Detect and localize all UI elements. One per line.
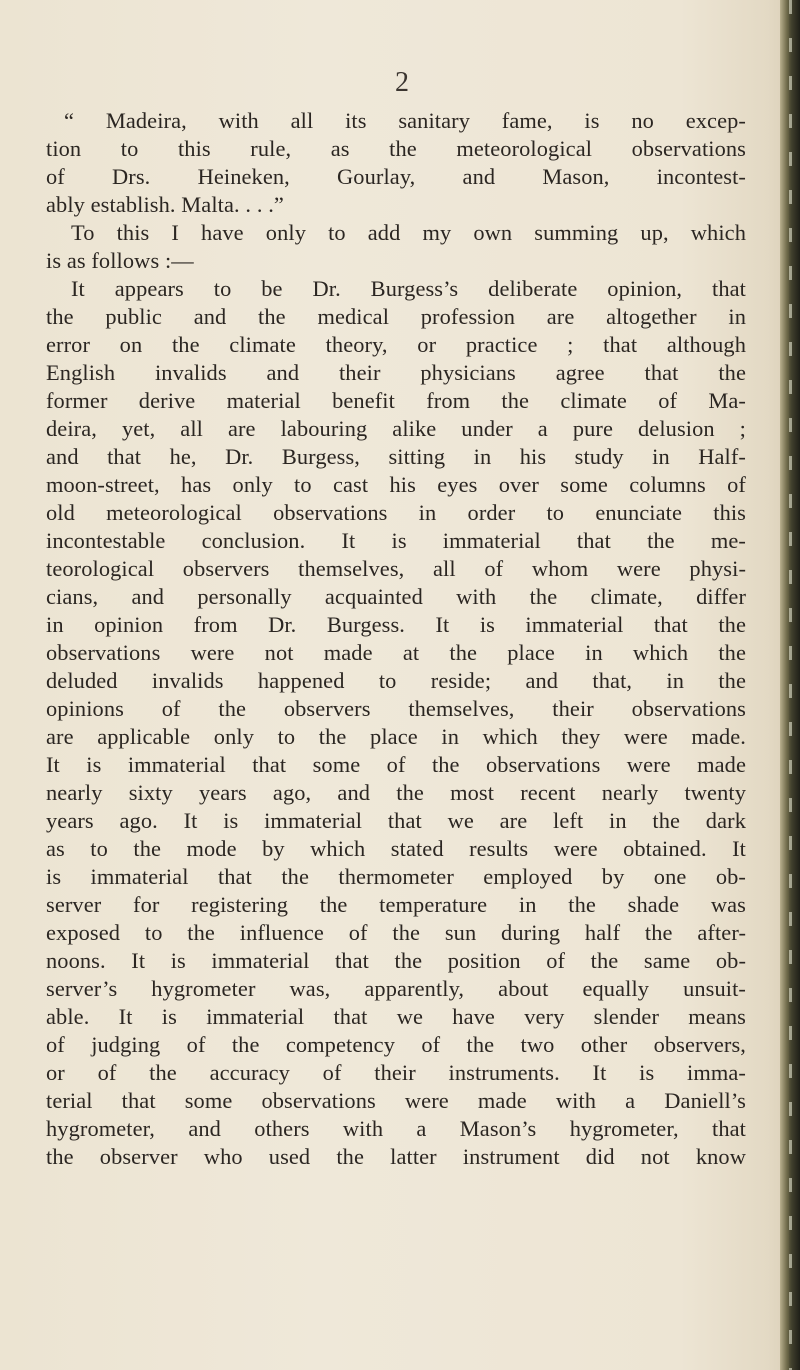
text-line: To this I have only to add my own summing up, which xyxy=(71,220,746,245)
text-line: teorological observers themselves, all of whom were physi- xyxy=(46,556,746,581)
text-line: as to the mode by which stated results were obtained. It xyxy=(46,836,746,861)
text-line: hygrometer, and others with a Mason’s hygrometer, that xyxy=(46,1116,746,1141)
text-line: exposed to the influence of the sun during half the after- xyxy=(46,920,746,945)
text-line: former derive material benefit from the climate of Ma- xyxy=(46,388,746,413)
body-text xyxy=(46,107,746,1171)
text-line: the observer who used the latter instrument did not know xyxy=(46,1144,746,1169)
text-line: incontestable conclusion. It is immaterial that the me- xyxy=(46,528,746,553)
text-line: ably establish. Malta. . . .” xyxy=(46,192,284,217)
text-line: opinions of the observers themselves, their observations xyxy=(46,696,746,721)
text-line: deluded invalids happened to reside; and that, in the xyxy=(46,668,746,693)
text-line: server’s hygrometer was, apparently, about equally unsuit- xyxy=(46,976,746,1001)
text-line: English invalids and their physicians agree that the xyxy=(46,360,746,385)
text-line: the public and the medical profession are altogether in xyxy=(46,304,746,329)
text-line: of judging of the competency of the two other observers, xyxy=(46,1032,746,1057)
text-line: or of the accuracy of their instruments. It is imma- xyxy=(46,1060,746,1085)
text-line: error on the climate theory, or practice ; that although xyxy=(46,332,746,357)
page-number: 2 xyxy=(395,67,409,98)
text-line: “ Madeira, with all its sanitary fame, is no excep- xyxy=(64,108,746,133)
text-line: observations were not made at the place in which the xyxy=(46,640,746,665)
text-line: server for registering the temperature in the shade was xyxy=(46,892,746,917)
text-line: and that he, Dr. Burgess, sitting in his study in Half- xyxy=(46,444,746,469)
text-line: able. It is immaterial that we have very slender means xyxy=(46,1004,746,1029)
text-line: It appears to be Dr. Burgess’s deliberate opinion, that xyxy=(71,276,746,301)
text-line: It is immaterial that some of the observations were made xyxy=(46,752,746,777)
text-line: in opinion from Dr. Burgess. It is immaterial that the xyxy=(46,612,746,637)
text-line: is as follows :— xyxy=(46,248,194,273)
text-line: noons. It is immaterial that the position of the same ob- xyxy=(46,948,746,973)
text-line: old meteorological observations in order to enunciate this xyxy=(46,500,746,525)
text-line: terial that some observations were made with a Daniell’s xyxy=(46,1088,746,1113)
text-line: is immaterial that the thermometer employed by one ob- xyxy=(46,864,746,889)
text-line: tion to this rule, as the meteorological observations xyxy=(46,136,746,161)
text-line: deira, yet, all are labouring alike under a pure delusion ; xyxy=(46,416,746,441)
text-line: cians, and personally acquainted with the climate, differ xyxy=(46,584,746,609)
text-line: moon-street, has only to cast his eyes over some columns of xyxy=(46,472,746,497)
text-line: of Drs. Heineken, Gourlay, and Mason, incontest- xyxy=(46,164,746,189)
binding-texture xyxy=(789,0,792,1370)
text-line: are applicable only to the place in which they were made. xyxy=(46,724,746,749)
text-line: nearly sixty years ago, and the most recent nearly twenty xyxy=(46,780,746,805)
text-line: years ago. It is immaterial that we are left in the dark xyxy=(46,808,746,833)
